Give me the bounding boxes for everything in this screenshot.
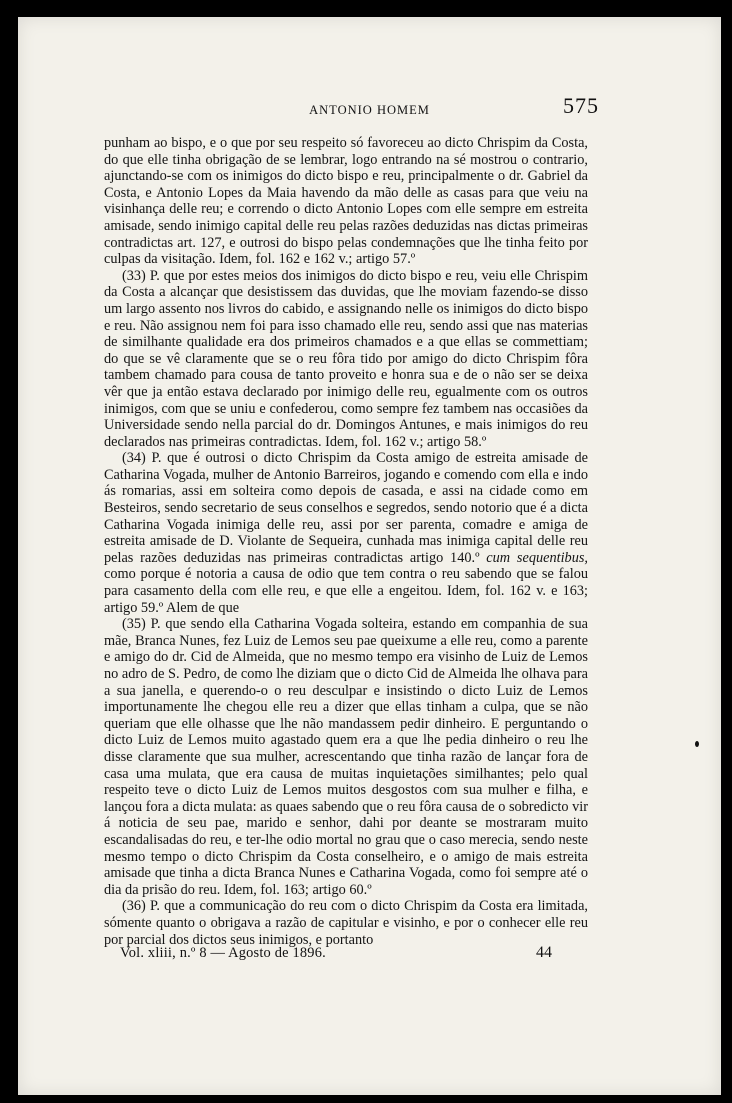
body-text bbox=[104, 135, 588, 948]
paragraph-36 bbox=[104, 898, 588, 948]
page-number: 575 bbox=[563, 93, 599, 118]
book-page bbox=[18, 17, 721, 1095]
paragraph-text: (34) P. que é outrosi o dicto Chrispim da Costa amigo de estreita amisade de Catharina Vogada, mulher de Antonio Barreiros, jogando e comendo com ella e indo ás romarias, assi em solteira como depois de casada, e assi na cidade como em Besteiros, sendo secretario de seus conselhos e segredos, sendo notorio que é a dicta Catharina Vogada inimiga delle reu, assi por ser parenta, comadre e amiga de estreita amisade de D. Violante de Sequeira, cunhada mas inimiga capital delle reu pelas razões deduzidas nas primeiras contradictas artigo 140.º bbox=[104, 450, 588, 566]
paragraph-34 bbox=[104, 450, 588, 616]
ink-spot bbox=[695, 741, 699, 747]
scan-frame bbox=[5, 5, 727, 1098]
page-header bbox=[18, 93, 721, 119]
paragraph-text: (35) P. que sendo ella Catharina Vogada solteira, estando em companhia de sua mãe, Branca Nunes, fez Luiz de Lemos seu pae queixume a elle reu, como a parente e amigo do dr. Cid de Almeida, que no mesmo tempo era visinho de Luiz de Lemos no adro de S. Pedro, de como lhe diziam que o dicto Cid de Almeida lhe olhava para a sua janella, e querendo-o o reu desculpar e insistindo o dicto Luiz de Lemos importunamente lhe chegou elle reu a dizer que ellas tinham a culpa, que se não queriam que elle olhasse que lhe não mandassem pedir dinheiro. E perguntando o dicto Luiz de Lemos muito agastado quem era a que lhe pedia dinheiro o reu lhe disse claramente que sua mulher, acrescentando que tinha razão de lançar fora de casa uma mulata, que era causa de muitas inquietações similhantes; pelo qual respeito teve o dicto Luiz de Lemos muitos desgostos com sua mulher e filha, e lançou fora a dicta mulata: as quaes sabendo que o reu fôra causa de o sobredicto vir á noticia de seu pae, marido e senhor, dahi por deante se mostraram muito escandalisadas do reu, e ter-lhe odio mortal no grau que o caso merecia, sendo neste mesmo tempo o dicto Chrispim da Costa conselheiro, e o amigo de mais estreita amisade que tinha a dicta Branca Nunes e Catharina Vogada, como foi sempre até o dia da prisão do reu. Idem, fol. 163; artigo 60.º bbox=[104, 616, 588, 898]
paragraph-text: (36) P. que a communicação do reu com o dicto Chrispim da Costa era limitada, sómente quanto o obrigava a razão de capitular e visinho, e por o conhecer elle reu por parcial dos dictos seus inimigos, e portanto bbox=[104, 898, 588, 948]
paragraph-continuation bbox=[104, 135, 588, 268]
running-head: ANTONIO HOMEM bbox=[309, 103, 430, 117]
paragraph-text-after: como porque é notoria a causa de odio que tem contra o reu sabendo que se falou para casamento della com elle reu, e que elle a engeitou. Idem, fol. 162 v. e 163; artigo 59.º Alem de que bbox=[104, 566, 588, 616]
latin-phrase: cum sequentibus, bbox=[486, 549, 588, 566]
paragraph-35 bbox=[104, 616, 588, 898]
paragraph-33 bbox=[104, 268, 588, 451]
paragraph-text: (33) P. que por estes meios dos inimigos do dicto bispo e reu, veiu elle Chrispim da Costa a alcançar que desistissem das duvidas, que lhe moviam fazendo-se disso um largo assento nos livros do cabido, e assignando nelle os inimigos do dicto bispo e reu. Não assignou nem foi para isso chamado elle reu, sendo assi que nas materias de similhante qualidade era dos primeiros chamados e a que ellas se commettiam; do que se vê claramente que se o reu fôra tido por amigo do dicto Chrispim fôra tambem chamado para cousa de tanto proveito e honra sua e de o não ser se deixa vêr que ja então estava declarado por inimigo delle reu, egualmente com os outros inimigos, com que se uniu e confederou, como sempre fez tambem nas occasiões da Universidade sendo nella parcial do dr. Domingos Antunes, e mais inimigos do reu declarados nas primeiras contradictas. Idem, fol. 162 v.; artigo 58.º bbox=[104, 267, 588, 450]
paragraph-text: punham ao bispo, e o que por seu respeito só favoreceu ao dicto Chrispim da Costa, do que elle tinha obrigação de se lembrar, logo entrando na sé mostrou o contrario, ajunctando-se com os inimigos do dicto bispo e reu, principalmente o dr. Gabriel da Costa, e Antonio Lopes da Maia havendo da mão delle as casas para que veiu na visinhança delle reu; e correndo o dicto Antonio Lopes com elle sempre em estreita amisade, sendo inimigo capital delle reu pelas razões deduzidas nas dictas primeiras contradictas art. 127, e outrosi do bispo pelas condemnações que lhe tinha feito por culpas da visitação. Idem, fol. 162 e 162 v.; artigo 57.º bbox=[104, 135, 588, 268]
issue-line: Vol. xliii, n.º 8 — Agosto de 1896. bbox=[120, 945, 326, 961]
signature-mark: 44 bbox=[536, 944, 552, 961]
page-footer bbox=[120, 945, 570, 965]
